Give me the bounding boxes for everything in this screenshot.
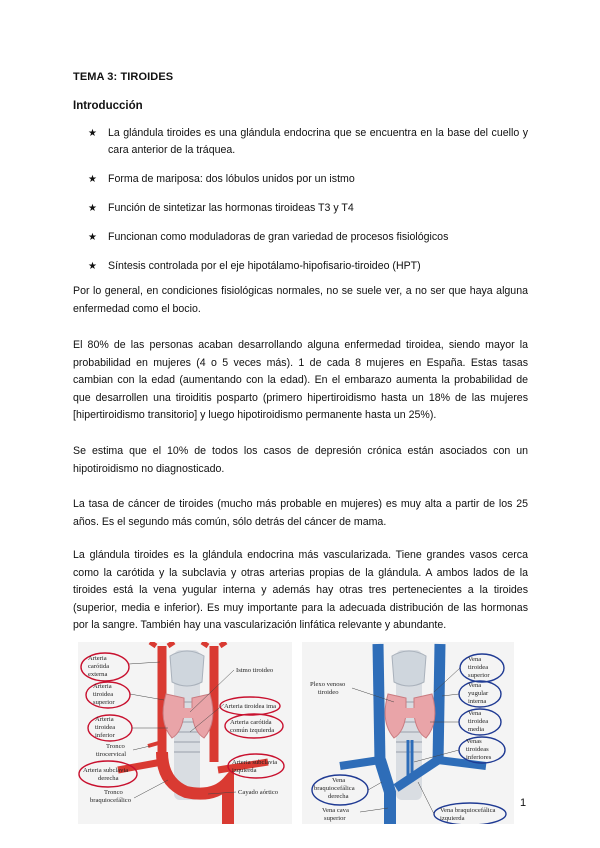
- svg-text:externa: externa: [88, 671, 108, 678]
- svg-text:tiroidea: tiroidea: [468, 664, 489, 671]
- vena-cava: [380, 760, 390, 824]
- star-icon: ★: [88, 174, 97, 185]
- bullet-item: ★ Funcionan como moduladoras de gran variedad de procesos fisiológicos: [88, 229, 528, 246]
- svg-text:Arteria: Arteria: [93, 683, 112, 690]
- svg-text:Arteria tiroidea ima: Arteria tiroidea ima: [224, 703, 276, 710]
- left-jugular: [438, 644, 440, 762]
- star-icon: ★: [88, 128, 97, 139]
- thyroid-isthmus: [182, 708, 194, 718]
- paragraph-cancer: La tasa de cáncer de tiroides (mucho más probable en mujeres) es muy alta a partir de los 25 años. Es el segundo más común, sólo detrás del cáncer de mama.: [73, 498, 528, 528]
- anatomy-illustration: [78, 642, 514, 824]
- svg-text:Arteria: Arteria: [95, 716, 114, 723]
- svg-text:tiroideas: tiroideas: [466, 746, 489, 753]
- svg-text:media: media: [468, 726, 485, 733]
- svg-text:Vena cava: Vena cava: [322, 807, 349, 814]
- svg-text:tirocervical: tirocervical: [96, 751, 127, 758]
- svg-text:Plexo venoso: Plexo venoso: [310, 681, 346, 688]
- svg-text:derecha: derecha: [328, 793, 349, 800]
- arterial-diagram: [79, 642, 284, 824]
- svg-text:Vena: Vena: [468, 682, 482, 689]
- svg-text:Arteria: Arteria: [88, 655, 107, 662]
- thyroid-vascular-figure: [78, 642, 514, 824]
- venous-diagram: [310, 644, 506, 824]
- bullet-item: ★ Síntesis controlada por el eje hipotálamo-hipofisario-tiroideo (HPT): [88, 258, 528, 275]
- svg-text:inferiores: inferiores: [466, 754, 492, 761]
- svg-text:braquiocefálico: braquiocefálico: [90, 797, 132, 804]
- svg-text:superior: superior: [93, 699, 115, 706]
- svg-text:Vena braquiocefálica: Vena braquiocefálica: [440, 807, 496, 814]
- section-heading: Introducción: [73, 100, 143, 112]
- svg-text:interna: interna: [468, 698, 487, 705]
- svg-text:Arteria subclavia: Arteria subclavia: [232, 759, 278, 766]
- svg-text:Vena: Vena: [332, 777, 346, 784]
- svg-text:superior: superior: [468, 672, 490, 679]
- star-icon: ★: [88, 203, 97, 214]
- svg-text:Tronco: Tronco: [106, 743, 125, 750]
- paragraph-bocio: Por lo general, en condiciones fisiológicas normales, no se suele ver, a no ser que haya alguna enfermedad como el bocio.: [73, 285, 528, 315]
- paragraph-enfermedad: El 80% de las personas acaban desarrollando alguna enfermedad tiroidea, siendo mayor la probabilidad en mujeres (4 o 5 veces más). 1 de cada 8 mujeres en España. Estas tasas cambian con la edad (aumentando con la edad). En el embarazo aumenta la probabilidad de que desarrollen una tiroiditis posparto (primero hipertiroidismo hasta un 18% de las mujeres [hipertiroidismo transitorio] y luego hipotiroidismo permanente hasta un 25%).: [73, 339, 528, 421]
- larynx-left: [170, 651, 204, 686]
- star-icon: ★: [88, 232, 97, 243]
- svg-text:Cayado aórtico: Cayado aórtico: [238, 789, 279, 796]
- bullet-item: ★ Función de sintetizar las hormonas tiroideas T3 y T4: [88, 200, 528, 217]
- svg-text:derecha: derecha: [98, 775, 119, 782]
- page-number: 1: [520, 797, 527, 809]
- svg-text:Venas: Venas: [466, 738, 482, 745]
- svg-text:Arteria subclavia: Arteria subclavia: [83, 767, 129, 774]
- bullet-item: ★ Forma de mariposa: dos lóbulos unidos por un istmo: [88, 171, 528, 188]
- svg-text:izquierda: izquierda: [232, 767, 257, 774]
- document-title: TEMA 3: TIROIDES: [73, 71, 174, 83]
- star-icon: ★: [88, 261, 97, 272]
- larynx-right: [392, 651, 426, 686]
- svg-text:Tronco: Tronco: [104, 789, 123, 796]
- paragraph-vascularizacion: La glándula tiroides es la glándula endocrina más vascularizada. Tiene grandes vasos cerca como la carótida y la subclavia y otras arterias propias de la glándula. A ambos lados de la tiroides está la vena yugular interna y además hay otras tres pertenecientes a la tiroides (superior, media e inferior). Es muy importante para la adecuada distribución de las hormonas por la sangre. También hay una vascularización linfática relevante y abundante.: [73, 549, 528, 631]
- svg-text:tiroidea: tiroidea: [95, 724, 116, 731]
- svg-text:Vena: Vena: [468, 710, 482, 717]
- svg-text:superior: superior: [324, 815, 346, 822]
- right-jugular: [378, 644, 380, 762]
- svg-text:braquiocefálica: braquiocefálica: [314, 785, 355, 792]
- bullet-item: ★ La glándula tiroides es una glándula endocrina que se encuentra en la base del cuello y cara anterior de la tráquea.: [88, 127, 528, 156]
- bullet-list: [88, 125, 528, 287]
- svg-text:carótida: carótida: [88, 663, 110, 670]
- paragraph-depresion: Se estima que el 10% de todos los casos de depresión crónica están asociados con un hipotiroidismo no diagnosticado.: [73, 445, 528, 475]
- svg-text:común izquierda: común izquierda: [230, 727, 275, 734]
- svg-text:izquierda: izquierda: [440, 815, 465, 822]
- svg-text:Vena: Vena: [468, 656, 482, 663]
- svg-text:yugular: yugular: [468, 690, 489, 697]
- svg-text:tiroidea: tiroidea: [93, 691, 114, 698]
- svg-text:inferior: inferior: [95, 732, 115, 739]
- svg-text:Istmo tiroideo: Istmo tiroideo: [236, 667, 274, 674]
- svg-text:tiroidea: tiroidea: [468, 718, 489, 725]
- svg-text:tiroideo: tiroideo: [318, 689, 339, 696]
- svg-text:Arteria carótida: Arteria carótida: [230, 719, 272, 726]
